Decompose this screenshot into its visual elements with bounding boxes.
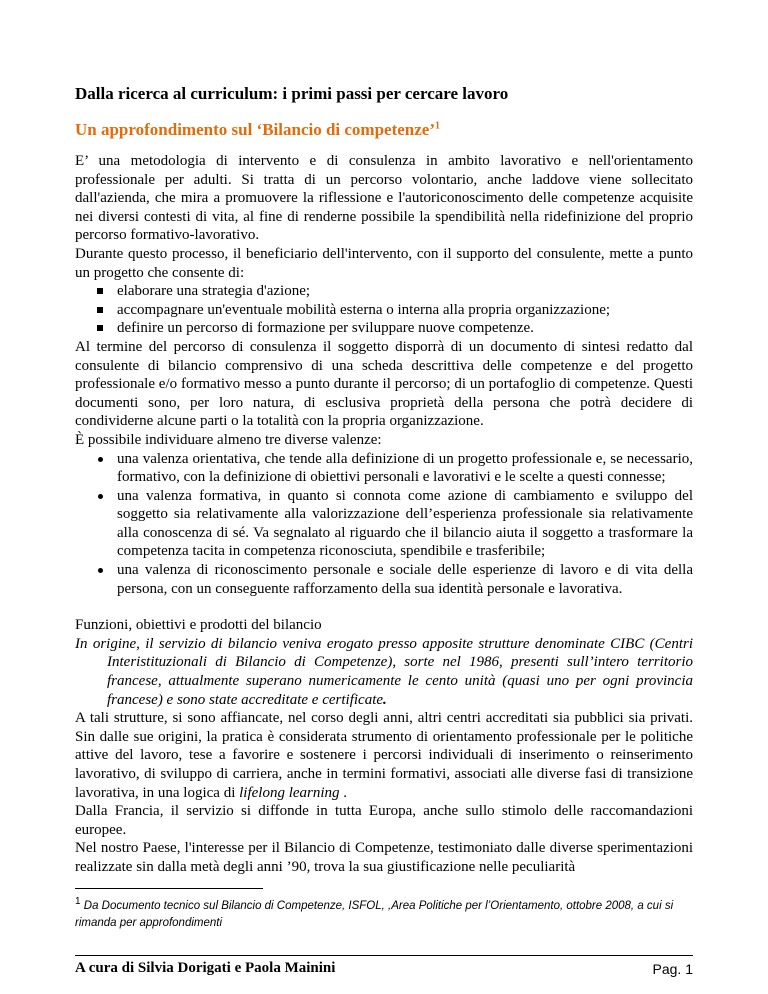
structures-end: . (339, 784, 348, 801)
origins-text: In origine, il servizio di bilancio veniva erogato presso apposite strutture denominate CIBC (Centri Interistituzionali di Bilancio di Competenze), sorte nel 1986, presenti sull’intero territorio francese, attualmente superano numericamente le cento unità (quasi uno per ogni provincia francese) e sono state accreditate e certificate (75, 635, 693, 708)
page-footer (75, 960, 693, 984)
page-body (75, 84, 693, 877)
paragraph-outcome: Al termine del percorso di consulenza il soggetto disporrà di un documento di sintesi redatto dal consulente di bilancio comprensivo di una scheda descrittiva delle competenze e del progetto professionale e/o formativo messo a punto durante il percorso; di un portafoglio di competenze. Questi documenti sono, per loro natura, di esclusiva proprietà della persona che potrà decidere di condividerne alcune parti o la totalità con la propria organizzazione. (75, 338, 693, 430)
structures-text: A tali strutture, si sono affiancate, nel corso degli anni, altri centri accreditati sia pubblici sia privati. Sin dalle sue origini, la pratica è considerata strumento di orientamento professionale per le politiche attive del lavoro, tese a favorire e sostenere i percorsi individuali di inserimento o reinserimento lavorativo, di sviluppo di carriera, anche in termini formativi, associati alle diverse fasi di transizione lavorativa, in una logica di (75, 710, 693, 801)
list-item: una valenza orientativa, che tende alla definizione di un progetto professionale e, se necessario, formativo, con la definizione di obiettivi personali e lavorativi e le scelte a questi connesse; (75, 450, 693, 487)
section-heading: Funzioni, obiettivi e prodotti del bilancio (75, 617, 322, 634)
paragraph-gap (75, 598, 693, 616)
section-subtitle (75, 120, 693, 140)
list-item: elaborare una strategia d'azione; (75, 282, 693, 301)
paragraph-valenze-intro: È possibile individuare almeno tre diverse valenze: (75, 431, 382, 448)
document-title: Dalla ricerca al curriculum: i primi passi per cercare lavoro (75, 84, 509, 103)
footnote (75, 893, 693, 932)
paragraph-italy: Nel nostro Paese, l'interesse per il Bilancio di Competenze, testimoniato dalle diverse sperimentazioni realizzate sin dalla metà degli anni ’90, trova la sua giustificazione nelle peculiarità (75, 840, 693, 875)
footer-authors: A cura di Silvia Dorigati e Paola Mainini (75, 960, 336, 976)
footnote-number: 1 (75, 896, 81, 907)
list-item: accompagnare un'eventuale mobilità esterna o interna alla propria organizzazione; (75, 301, 693, 320)
valenze-list (75, 450, 693, 599)
footer-separator (75, 955, 693, 956)
page-number: Pag. 1 (652, 961, 693, 977)
footnote-text: Da Documento tecnico sul Bilancio di Competenze, ISFOL, ,Area Politiche per l’Orientamento, ottobre 2008, a cui si rimanda per approfondimenti (75, 899, 674, 929)
list-item: una valenza di riconoscimento personale e sociale delle esperienze di lavoro e di vita della persona, con un conseguente rafforzamento della sua identità personale e lavorativa. (75, 561, 693, 598)
footnote-reference: 1 (435, 120, 441, 132)
paragraph-process: Durante questo processo, il beneficiario dell'intervento, con il supporto del consulente, mette a punto un progetto che consente di: (75, 245, 693, 281)
list-item: una valenza formativa, in quanto si connota come azione di cambiamento e sviluppo del soggetto sia relativamente alla valorizzazione dell’esperienza professionale sia relativamente alla conoscenza di sé. Va segnalato al riguardo che il bilancio aiuta il soggetto a trasformare la competenza tacita in competenza riconosciuta, spendibile e trasferibile; (75, 487, 693, 561)
footnote-separator (75, 888, 263, 889)
paragraph-structures (75, 709, 693, 802)
paragraph-origins (75, 635, 693, 709)
origins-end-mark: . (383, 691, 387, 708)
paragraph-france: Dalla Francia, il servizio si diffonde in tutta Europa, anche sullo stimolo delle raccomandazioni europee. (75, 803, 693, 838)
project-goals-list (75, 282, 693, 338)
lifelong-learning-term: lifelong learning (239, 784, 340, 801)
list-item: definire un percorso di formazione per sviluppare nuove competenze. (75, 319, 693, 338)
subtitle-text: Un approfondimento sul ‘Bilancio di competenze’ (75, 120, 436, 139)
paragraph-intro: E’ una metodologia di intervento e di consulenza in ambito lavorativo e nell'orientamento professionale per adulti. Si tratta di un percorso volontario, anche laddove viene sollecitato dall'azienda, che mira a promuovere la riflessione e l'autoriconoscimento delle competenze acquisite nei diversi contesti di vita, al fine di renderne possibile la spendibilità nella ridefinizione del proprio percorso formativo-lavorativo. (75, 153, 693, 244)
